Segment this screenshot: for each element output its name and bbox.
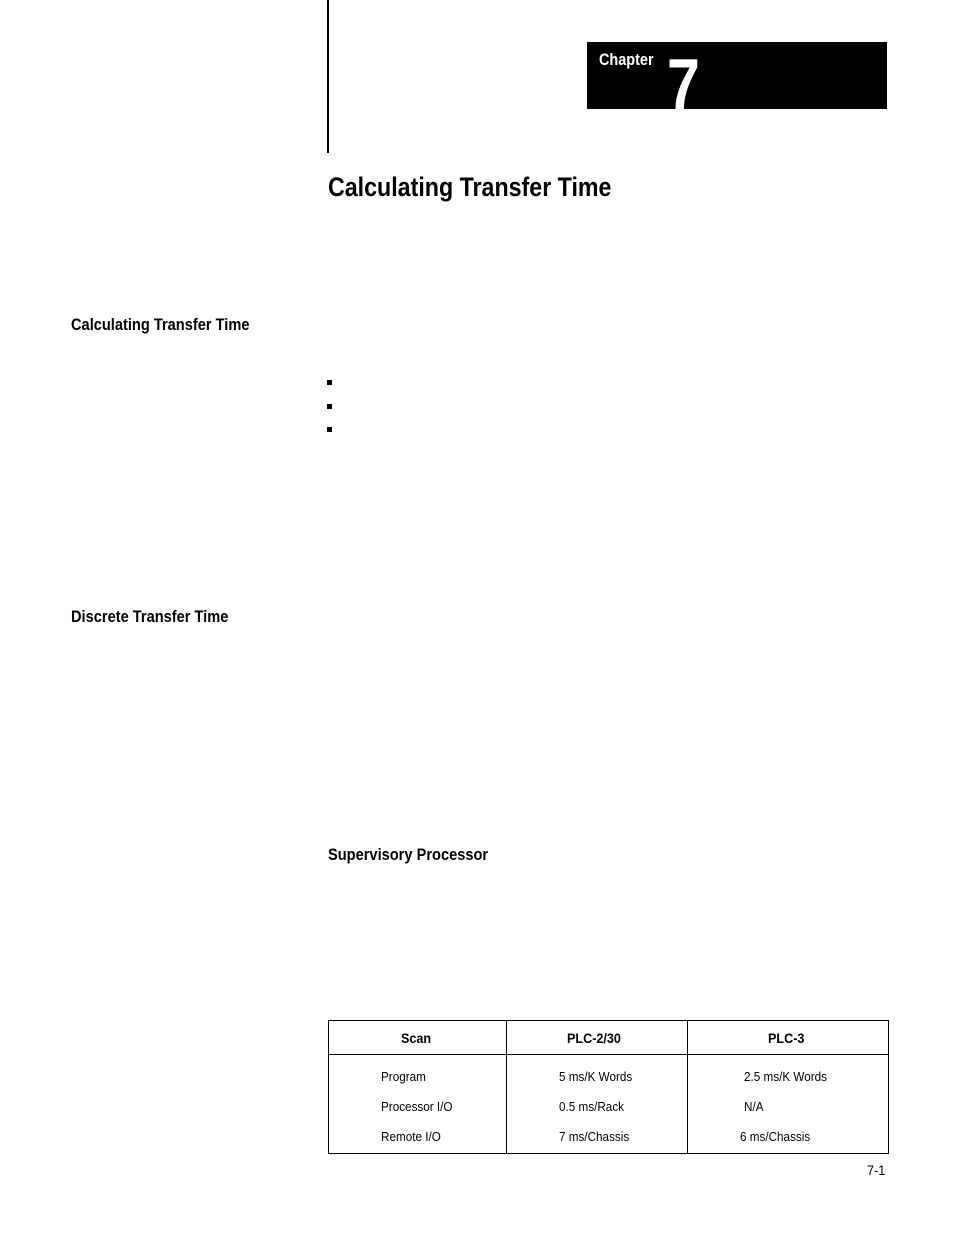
- table-cell: Remote I/O: [381, 1128, 441, 1144]
- table-cell: N/A: [688, 1091, 889, 1121]
- table-row: [329, 1091, 889, 1121]
- chapter-banner: [587, 42, 887, 109]
- table-header-plc2: PLC-2/30: [507, 1021, 688, 1055]
- bullet-marker-1: [327, 380, 332, 385]
- table-cell: 6 ms/Chassis: [688, 1121, 889, 1154]
- page-number: 7-1: [867, 1162, 886, 1178]
- bullet-marker-3: [327, 427, 332, 432]
- table-header-row: [329, 1021, 889, 1055]
- chapter-number: 7: [667, 45, 700, 109]
- table-cell: 7 ms/Chassis: [507, 1121, 688, 1154]
- table-row: [329, 1121, 889, 1154]
- section-heading-calculating: Calculating Transfer Time: [71, 315, 250, 334]
- table-cell: Program: [381, 1068, 426, 1084]
- scan-time-table: [328, 1020, 889, 1154]
- table-header-scan: Scan: [329, 1021, 507, 1055]
- page-title: Calculating Transfer Time: [328, 172, 612, 202]
- table-cell: Processor I/O: [381, 1098, 453, 1114]
- subsection-heading-supervisory: Supervisory Processor: [328, 845, 489, 864]
- chapter-label: Chapter: [599, 50, 654, 69]
- table-cell: 5 ms/K Words: [507, 1055, 688, 1092]
- table-cell: 0.5 ms/Rack: [507, 1091, 688, 1121]
- header-vertical-rule: [327, 0, 329, 153]
- table-header-plc3: PLC-3: [688, 1021, 889, 1055]
- section-heading-discrete: Discrete Transfer Time: [71, 607, 229, 626]
- table-cell: 2.5 ms/K Words: [688, 1055, 889, 1092]
- bullet-marker-2: [327, 404, 332, 409]
- table-row: [329, 1055, 889, 1092]
